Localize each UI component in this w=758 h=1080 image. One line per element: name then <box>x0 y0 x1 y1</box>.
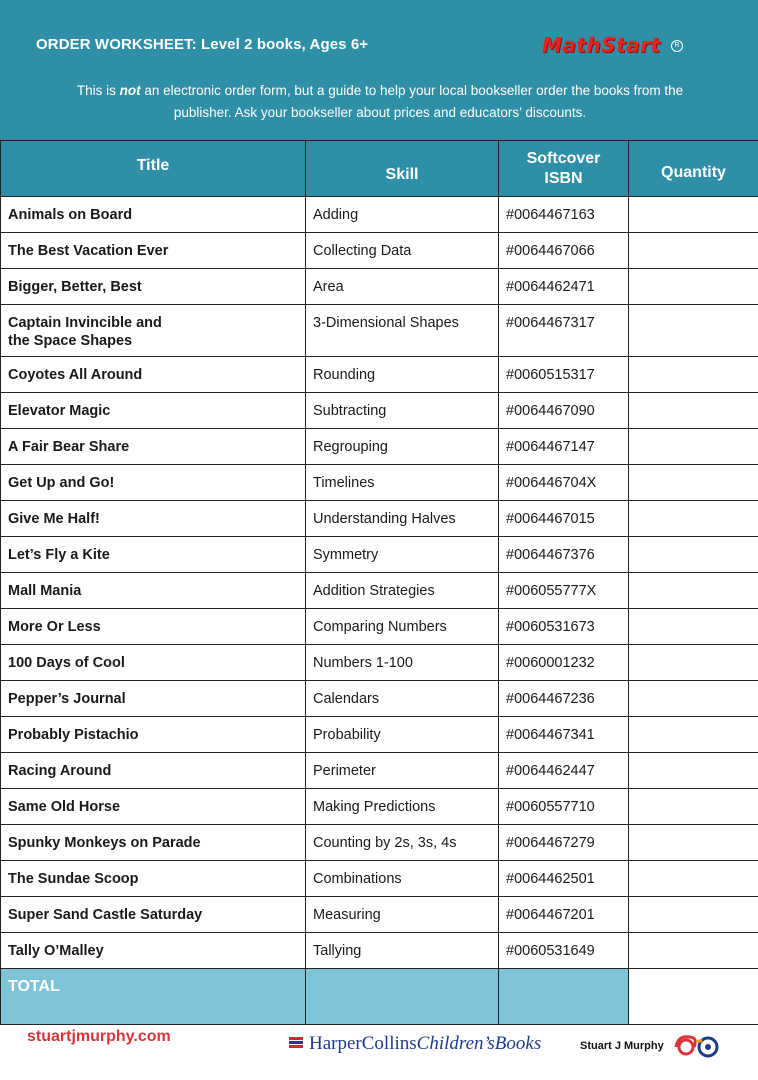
book-skill: Regrouping <box>306 429 499 465</box>
book-skill: Collecting Data <box>306 233 499 269</box>
quantity-cell[interactable] <box>629 537 758 573</box>
book-skill: Comparing Numbers <box>306 609 499 645</box>
quantity-cell[interactable] <box>629 465 758 501</box>
book-isbn: #0064467015 <box>499 501 629 537</box>
header-banner <box>0 0 758 140</box>
note-start: This is <box>76 83 120 98</box>
page-title: ORDER WORKSHEET: Level 2 books, Ages 6+ <box>36 36 369 53</box>
book-isbn: #0064462501 <box>499 861 629 897</box>
table-row <box>1 393 758 429</box>
book-skill: Understanding Halves <box>306 501 499 537</box>
publisher-name-a: HarperCollins <box>309 1033 417 1054</box>
book-skill: Adding <box>306 197 499 233</box>
book-skill: Calendars <box>306 681 499 717</box>
table-row <box>1 717 758 753</box>
table-row <box>1 897 758 933</box>
order-table <box>0 140 758 1025</box>
book-title <box>1 305 306 357</box>
quantity-cell[interactable] <box>629 393 758 429</box>
isbn-header-line2: ISBN <box>544 170 583 187</box>
table-row <box>1 197 758 233</box>
book-title: The Best Vacation Ever <box>1 233 306 269</box>
table-row <box>1 357 758 393</box>
book-skill: Tallying <box>306 933 499 969</box>
quantity-cell[interactable] <box>629 933 758 969</box>
column-header-quantity: Quantity <box>629 141 758 197</box>
book-isbn: #0064467341 <box>499 717 629 753</box>
book-isbn: #0064467163 <box>499 197 629 233</box>
quantity-cell[interactable] <box>629 681 758 717</box>
column-header-isbn <box>499 141 629 197</box>
book-title: Elevator Magic <box>1 393 306 429</box>
book-isbn: #0064467236 <box>499 681 629 717</box>
book-title: 100 Days of Cool <box>1 645 306 681</box>
total-row <box>1 969 758 1025</box>
header-note <box>60 80 700 124</box>
book-skill: Addition Strategies <box>306 573 499 609</box>
quantity-cell[interactable] <box>629 789 758 825</box>
website-link[interactable]: stuartjmurphy.com <box>27 1028 171 1045</box>
quantity-cell[interactable] <box>629 573 758 609</box>
table-row <box>1 861 758 897</box>
registered-mark: R <box>671 40 683 52</box>
book-isbn: #0064462447 <box>499 753 629 789</box>
book-skill: Subtracting <box>306 393 499 429</box>
logo-text: MathStart <box>542 33 661 57</box>
quantity-cell[interactable] <box>629 357 758 393</box>
table-row <box>1 269 758 305</box>
total-isbn-blank <box>499 969 629 1025</box>
book-title: A Fair Bear Share <box>1 429 306 465</box>
table-row <box>1 233 758 269</box>
book-title: Probably Pistachio <box>1 717 306 753</box>
book-title: Animals on Board <box>1 197 306 233</box>
table-row <box>1 609 758 645</box>
book-isbn: #0064462471 <box>499 269 629 305</box>
book-skill: Combinations <box>306 861 499 897</box>
quantity-cell[interactable] <box>629 717 758 753</box>
book-isbn: #0064467201 <box>499 897 629 933</box>
book-skill: Making Predictions <box>306 789 499 825</box>
book-title: Coyotes All Around <box>1 357 306 393</box>
book-isbn: #0060531673 <box>499 609 629 645</box>
quantity-cell[interactable] <box>629 269 758 305</box>
total-label: TOTAL <box>1 969 306 1025</box>
table-row <box>1 501 758 537</box>
book-isbn: #006446704X <box>499 465 629 501</box>
book-isbn: #0064467279 <box>499 825 629 861</box>
quantity-cell[interactable] <box>629 645 758 681</box>
book-title: More Or Less <box>1 609 306 645</box>
table-row <box>1 825 758 861</box>
quantity-cell[interactable] <box>629 861 758 897</box>
note-emphasis: not <box>119 83 141 98</box>
book-title: Pepper’s Journal <box>1 681 306 717</box>
quantity-cell[interactable] <box>629 609 758 645</box>
table-row <box>1 573 758 609</box>
book-title-line1: Captain Invincible and <box>8 315 162 331</box>
book-title: Racing Around <box>1 753 306 789</box>
isbn-header-line1: Softcover <box>526 150 601 167</box>
book-title-line2: the Space Shapes <box>8 333 133 349</box>
book-isbn: #0060515317 <box>499 357 629 393</box>
publisher-logo <box>289 1033 554 1059</box>
book-title: Let’s Fly a Kite <box>1 537 306 573</box>
book-isbn: #0064467376 <box>499 537 629 573</box>
total-skill-blank <box>306 969 499 1025</box>
table-row <box>1 429 758 465</box>
table-row <box>1 933 758 969</box>
quantity-cell[interactable] <box>629 233 758 269</box>
book-isbn: #0064467090 <box>499 393 629 429</box>
book-skill: Numbers 1-100 <box>306 645 499 681</box>
book-isbn: #0060001232 <box>499 645 629 681</box>
total-quantity-cell[interactable] <box>629 969 758 1025</box>
book-title: Mall Mania <box>1 573 306 609</box>
table-row <box>1 537 758 573</box>
column-header-skill: Skill <box>306 141 499 197</box>
table-row <box>1 465 758 501</box>
quantity-cell[interactable] <box>629 825 758 861</box>
book-skill: Probability <box>306 717 499 753</box>
table-header-row <box>1 141 758 197</box>
book-title: The Sundae Scoop <box>1 861 306 897</box>
book-title: Tally O’Malley <box>1 933 306 969</box>
book-isbn: #006055777X <box>499 573 629 609</box>
book-title: Spunky Monkeys on Parade <box>1 825 306 861</box>
book-isbn: #0060531649 <box>499 933 629 969</box>
book-isbn: #0064467066 <box>499 233 629 269</box>
table-row <box>1 305 758 357</box>
book-title: Bigger, Better, Best <box>1 269 306 305</box>
mathstart-logo <box>542 33 687 61</box>
book-skill: Symmetry <box>306 537 499 573</box>
quantity-cell[interactable] <box>629 429 758 465</box>
author-name: Stuart J Murphy <box>580 1040 664 1052</box>
quantity-cell[interactable] <box>629 897 758 933</box>
quantity-cell[interactable] <box>629 501 758 537</box>
book-skill: Counting by 2s, 3s, 4s <box>306 825 499 861</box>
author-logo-icon <box>672 1031 730 1059</box>
book-isbn: #0064467317 <box>499 305 629 357</box>
book-skill: 3-Dimensional Shapes <box>306 305 499 357</box>
book-skill: Area <box>306 269 499 305</box>
quantity-cell[interactable] <box>629 305 758 357</box>
book-isbn: #0064467147 <box>499 429 629 465</box>
flame-flag-icon <box>289 1037 303 1051</box>
book-title: Give Me Half! <box>1 501 306 537</box>
publisher-name-b: Children’sBooks <box>416 1033 542 1054</box>
book-skill: Measuring <box>306 897 499 933</box>
table-row <box>1 753 758 789</box>
quantity-cell[interactable] <box>629 753 758 789</box>
book-title: Same Old Horse <box>1 789 306 825</box>
book-title: Super Sand Castle Saturday <box>1 897 306 933</box>
quantity-cell[interactable] <box>629 197 758 233</box>
book-skill: Perimeter <box>306 753 499 789</box>
table-row <box>1 789 758 825</box>
table-row <box>1 681 758 717</box>
book-skill: Timelines <box>306 465 499 501</box>
book-isbn: #0060557710 <box>499 789 629 825</box>
column-header-title: Title <box>1 141 306 197</box>
publisher-name <box>309 1033 541 1055</box>
book-skill: Rounding <box>306 357 499 393</box>
book-title: Get Up and Go! <box>1 465 306 501</box>
table-row <box>1 645 758 681</box>
note-end: an electronic order form, but a guide to help your local bookseller order the books from the publisher. Ask your bookseller about prices and educators’ discounts. <box>140 83 684 120</box>
